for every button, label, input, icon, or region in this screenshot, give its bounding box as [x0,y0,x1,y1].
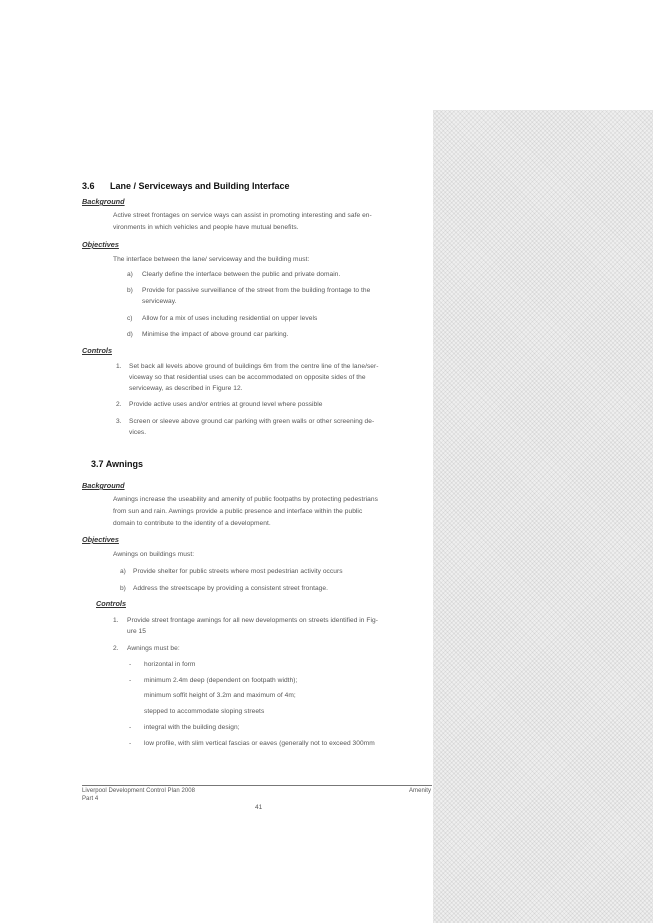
section-title: Awnings [105,459,144,469]
list-marker: 3. [116,418,122,425]
controls-heading: Controls [82,346,112,355]
list-item: Provide shelter for public streets where most pedestrian activity occurs [133,568,343,575]
list-item: serviceway. [142,298,177,305]
list-item: Provide active uses and/or entries at ground level where possible [129,401,323,408]
footer-plan-name: Liverpool Development Control Plan 2008 [82,788,196,794]
objectives-intro: The interface between the lane/ serviceway and the building must: [113,256,310,263]
list-marker: 2. [116,401,122,408]
list-marker: c) [127,315,133,322]
background-heading: Background [82,481,125,490]
hatched-margin-panel [433,110,653,923]
list-item: Screen or sleeve above ground car parking with green walls or other screening de- [129,418,375,425]
footer-rule [82,785,432,786]
dash-marker: - [129,661,132,668]
paragraph-line: vironments in which vehicles and people have mutual benefits. [113,224,299,231]
list-marker: a) [120,568,126,575]
list-item: viceway so that residential uses can be accommodated on opposite sides of the [129,374,366,381]
objectives-intro: Awnings on buildings must: [113,551,195,558]
section-heading-lane-serviceways [82,181,290,191]
objectives-heading: Objectives [82,240,119,249]
list-item: Set back all levels above ground of buildings 6m from the centre line of the lane/ser- [129,363,379,370]
footer-topic: Amenity [409,788,432,794]
section-number: 3.7 [91,459,104,469]
list-marker: d) [127,331,133,338]
list-item: Provide street frontage awnings for all new developments on streets identified in Fig- [127,617,378,624]
controls-heading: Controls [96,599,126,608]
paragraph-line: domain to contribute to the identity of a development. [113,520,271,527]
list-item: Clearly define the interface between the public and private domain. [142,271,341,278]
list-marker: 1. [113,617,119,624]
list-item: Address the streetscape by providing a consistent street frontage. [133,585,328,592]
dash-marker: - [129,740,132,747]
list-marker: 2. [113,645,119,652]
awning-requirement: horizontal in form [144,661,196,668]
awning-requirement: minimum soffit height of 3.2m and maximum of 4m; [144,692,296,699]
list-item: ure 15 [127,628,146,635]
list-item: serviceway, as described in Figure 12. [129,385,243,392]
awning-requirement: low profile, with slim vertical fascias or eaves (generally not to exceed 300mm [144,740,375,747]
list-marker: a) [127,271,133,278]
paragraph-line: from sun and rain. Awnings provide a public presence and interface within the public [113,508,363,515]
list-item: Awnings must be: [127,645,180,652]
list-item: Allow for a mix of uses including residential on upper levels [142,315,318,322]
dash-marker: - [129,724,132,731]
list-marker: b) [127,287,133,294]
paragraph-line: Active street frontages on service ways can assist in promoting interesting and safe en- [113,212,372,219]
awning-requirement: integral with the building design; [144,724,240,731]
list-item: Minimise the impact of above ground car parking. [142,331,289,338]
section-heading-awnings [91,459,143,469]
footer-part: Part 4 [82,796,99,802]
list-item: vices. [129,429,147,436]
page-number: 41 [255,804,263,811]
list-marker: 1. [116,363,122,370]
paragraph-line: Awnings increase the useability and amenity of public footpaths by protecting pedestrians [113,496,378,503]
background-heading: Background [82,197,125,206]
list-marker: b) [120,585,126,592]
section-title: Lane / Serviceways and Building Interface [110,181,290,191]
list-item: Provide for passive surveillance of the street from the building frontage to the [142,287,371,294]
awning-requirement: stepped to accommodate sloping streets [144,708,265,715]
dash-marker: - [129,677,132,684]
section-number: 3.6 [82,181,95,191]
awning-requirement: minimum 2.4m deep (dependent on footpath width); [144,677,298,684]
objectives-heading: Objectives [82,535,119,544]
